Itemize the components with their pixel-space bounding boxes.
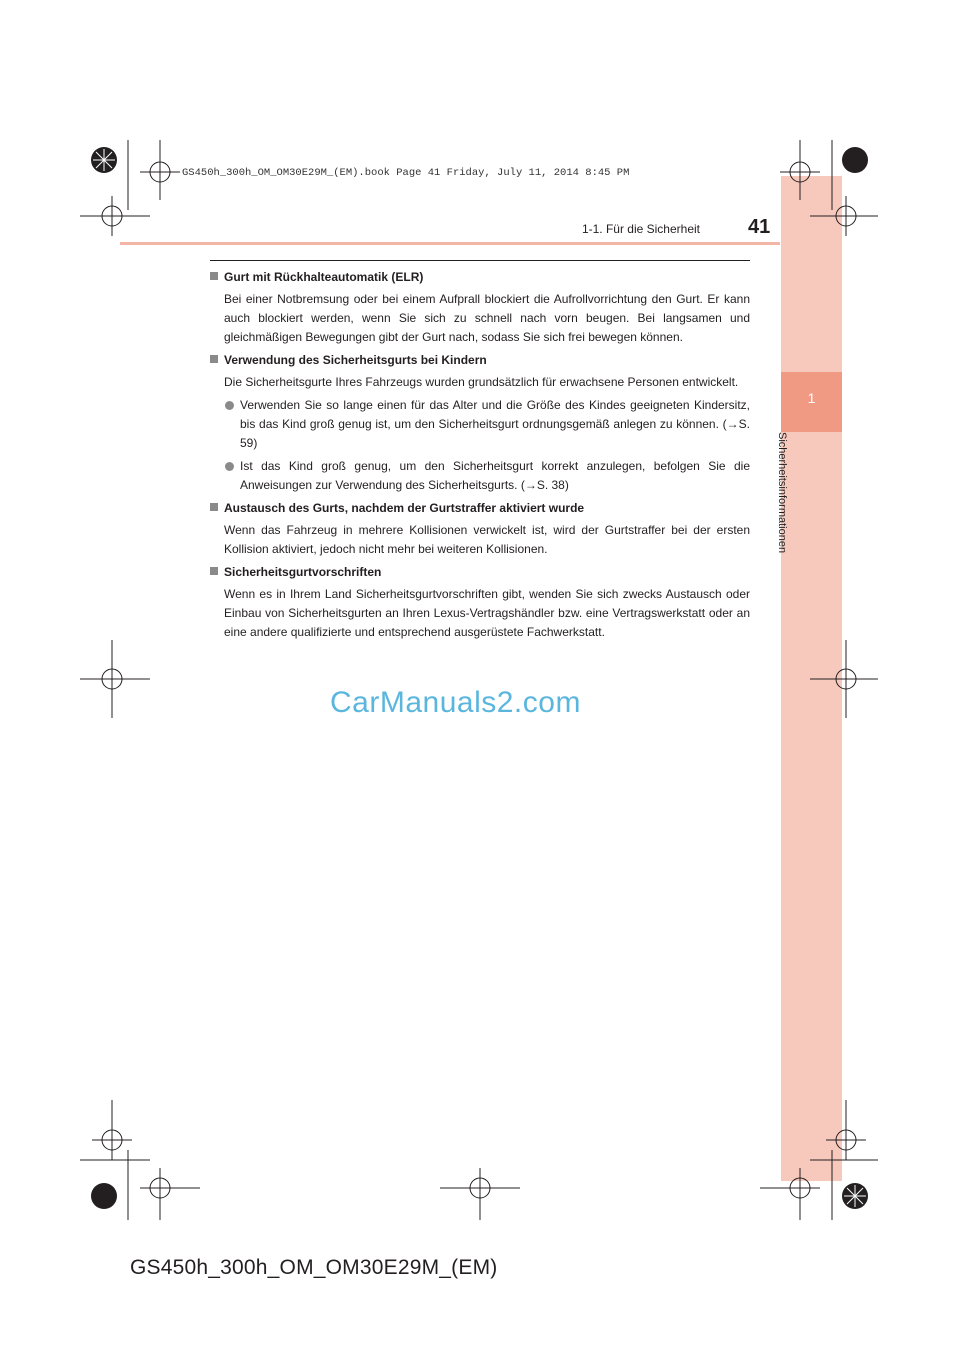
section-title: 1-1. Für die Sicherheit [581, 222, 700, 236]
print-target-icon [91, 1183, 117, 1209]
watermark: CarManuals2.com [330, 686, 581, 719]
heading-text: Austausch des Gurts, nachdem der Gurtstraffer aktiviert wurde [224, 501, 585, 515]
footer-doc-id: GS450h_300h_OM_OM30E29M_(EM) [130, 1256, 498, 1279]
heading-text: Gurt mit Rückhalteautomatik (ELR) [224, 270, 424, 284]
section-text: Bei einer Notbremsung oder bei einem Aufprall blockiert die Aufrollvorrichtung den Gurt. Er kann auch blockiert werden, wenn Sie sich zu schnell nach vorn beugen. Bei langsamen und gleichmäßigen Bewegungen gibt der Gurt nach, sodass Sie sich frei bewegen können. [224, 292, 750, 344]
section-text: Wenn das Fahrzeug in mehrere Kollisionen verwickelt ist, wird der Gurtstraffer bei der ersten Kollision aktiviert, jedoch nicht mehr bei weiteren Kollisionen. [224, 523, 750, 556]
chapter-title: Sicherheitsinformationen [776, 432, 788, 554]
book-info: GS450h_300h_OM_OM30E29M_(EM).book Page 41 Friday, July 11, 2014 8:45 PM [182, 167, 630, 179]
heading-text: Verwendung des Sicherheitsgurts bei Kindern [224, 353, 487, 367]
heading-text: Sicherheitsgurtvorschriften [224, 565, 382, 579]
print-target-icon [842, 147, 868, 173]
list-item-text: Verwenden Sie so lange einen für das Alter und die Größe des Kindes geeigneten Kindersitz, bis das Kind groß genug ist, um den Sicherheitsgurt ordnungsgemäß anlegen zu können. (→S. 59) [240, 398, 750, 450]
section-text: Wenn es in Ihrem Land Sicherheitsgurtvorschriften gibt, wenden Sie sich zwecks Austausch oder Einbau von Sicherheitsgurten an Ihren Lexus-Vertragshändler bzw. eine Vertragswerkstatt oder an eine andere qualifizierte und entsprechend ausgerüstete Fachwerkstatt. [224, 587, 750, 639]
chapter-number: 1 [807, 390, 816, 406]
page-number: 41 [748, 216, 771, 238]
list-item-text: Ist das Kind groß genug, um den Sicherheitsgurt korrekt anzulegen, befolgen Sie die Anweisungen zur Verwendung des Sicherheitsgurts. (→S. 38) [240, 459, 750, 492]
section-text: Die Sicherheitsgurte Ihres Fahrzeugs wurden grundsätzlich für erwachsene Personen entwickelt. [224, 375, 739, 389]
